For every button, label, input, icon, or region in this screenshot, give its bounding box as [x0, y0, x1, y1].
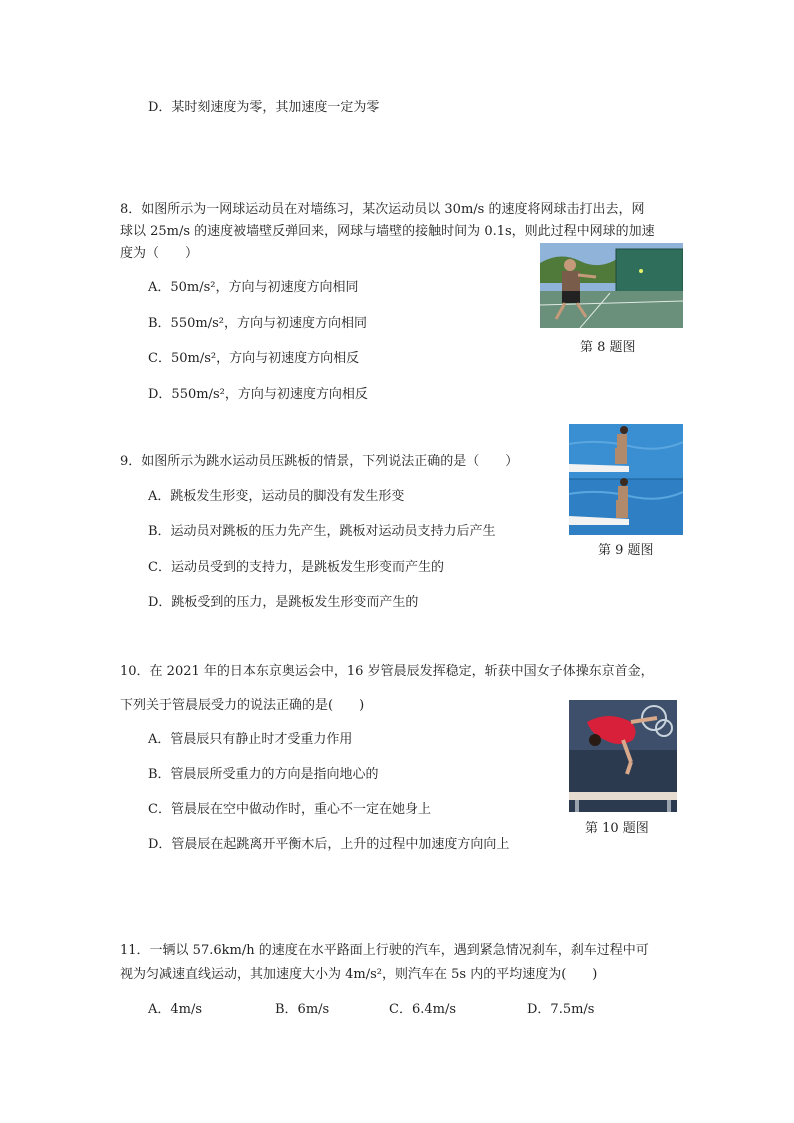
- q10-figure-caption: 第 10 题图: [585, 821, 649, 836]
- q9-stem-line1: 9．如图所示为跳水运动员压跳板的情景，下列说法正确的是（ ）: [120, 454, 519, 469]
- q8-option-c: C．50m/s²，方向与初速度方向相反: [148, 351, 360, 366]
- q10-option-a: A．管晨辰只有静止时才受重力作用: [148, 732, 353, 747]
- q8-option-d: D．550m/s²，方向与初速度方向相反: [148, 387, 368, 402]
- q10-option-d: D．管晨辰在起跳离开平衡木后，上升的过程中加速度方向向上: [148, 837, 510, 852]
- q8-stem-line2: 球以 25m/s 的速度被墙壁反弹回来，网球与墙壁的接触时间为 0.1s，则此过程中网球的加速: [120, 224, 655, 239]
- q9-option-a: A．跳板发生形变，运动员的脚没有发生形变: [148, 489, 405, 504]
- q10-option-c: C．管晨辰在空中做动作时，重心不一定在她身上: [148, 802, 431, 817]
- q11-option-c: C．6.4m/s: [389, 1002, 456, 1017]
- q11-option-a: A．4m/s: [148, 1002, 203, 1017]
- q7-option-d: D．某时刻速度为零，其加速度一定为零: [148, 100, 380, 115]
- q8-stem-line3: 度为（ ）: [120, 246, 199, 261]
- tennis-wall-photo: [540, 243, 683, 328]
- q8-option-a: A．50m/s²，方向与初速度方向相同: [148, 280, 359, 295]
- q11-option-b: B．6m/s: [275, 1002, 330, 1017]
- q8-figure-caption: 第 8 题图: [580, 340, 636, 355]
- q10-stem-line1: 10．在 2021 年的日本东京奥运会中，16 岁管晨辰发挥稳定，斩获中国女子体操东京首金，: [120, 664, 654, 679]
- gymnast-balance-beam-photo: [569, 700, 677, 812]
- q11-stem-line1: 11．一辆以 57.6km/h 的速度在水平路面上行驶的汽车，遇到紧急情况刹车，刹车过程中可: [120, 943, 649, 958]
- q9-option-b: B．运动员对跳板的压力先产生，跳板对运动员支持力后产生: [148, 524, 496, 539]
- diving-board-photo: [569, 424, 683, 535]
- q8-option-b: B．550m/s²，方向与初速度方向相同: [148, 316, 367, 331]
- q8-stem-line1: 8．如图所示为一网球运动员在对墙练习，某次运动员以 30m/s 的速度将网球击打出去，网: [120, 202, 645, 217]
- q9-option-d: D．跳板受到的压力，是跳板发生形变而产生的: [148, 595, 419, 610]
- q11-stem-line2: 视为匀减速直线运动，其加速度大小为 4m/s²，则汽车在 5s 内的平均速度为( ): [120, 967, 598, 982]
- q9-figure-caption: 第 9 题图: [598, 543, 654, 558]
- q10-stem-line2: 下列关于管晨辰受力的说法正确的是( ): [120, 698, 365, 713]
- q10-option-b: B．管晨辰所受重力的方向是指向地心的: [148, 767, 379, 782]
- q9-option-c: C．运动员受到的支持力，是跳板发生形变而产生的: [148, 560, 444, 575]
- q11-option-d: D．7.5m/s: [527, 1002, 595, 1017]
